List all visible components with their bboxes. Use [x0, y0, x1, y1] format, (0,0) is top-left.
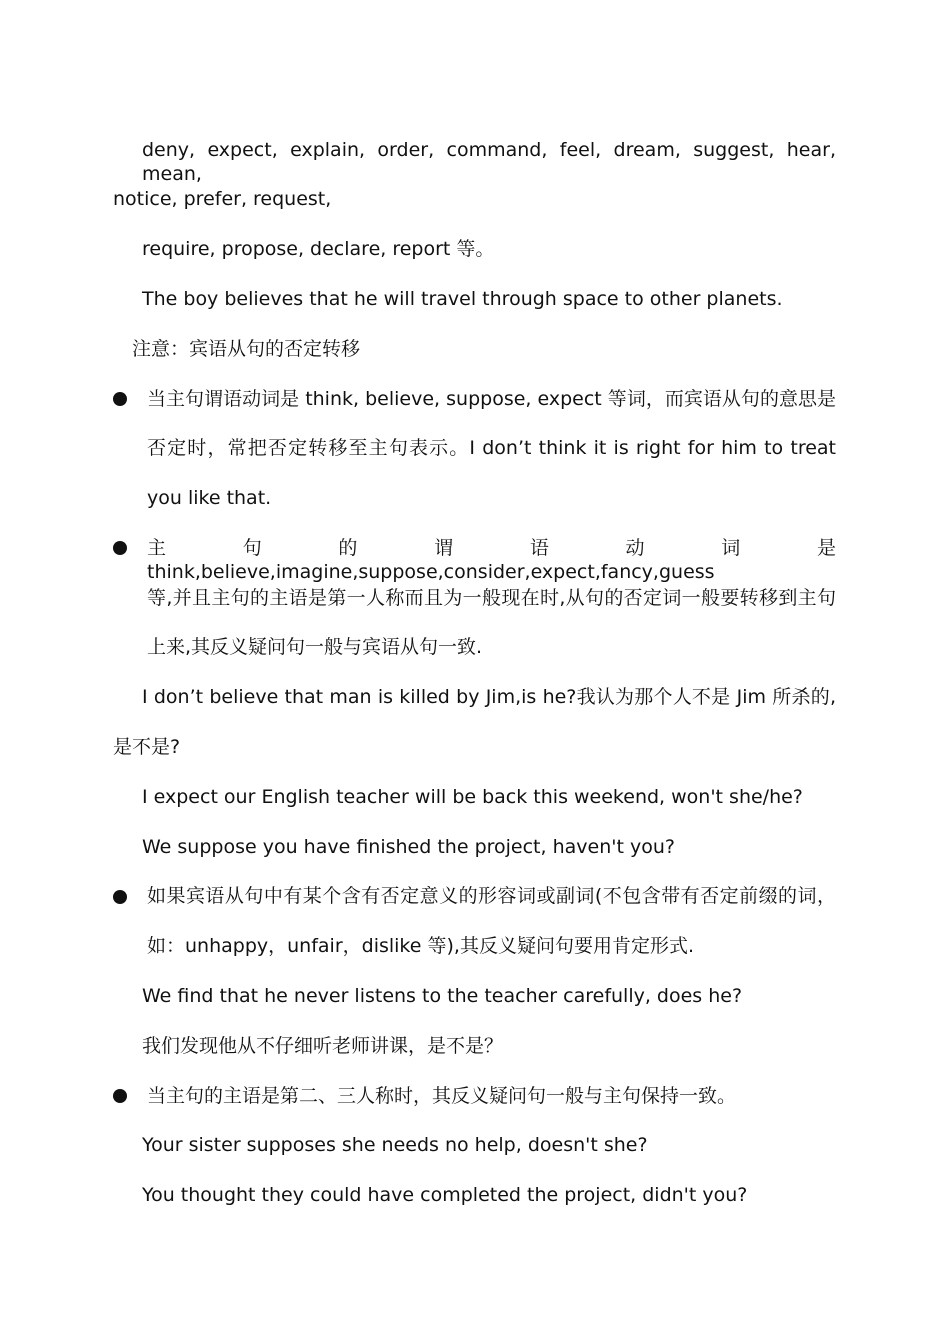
example-line: We find that he never listens to the teacher carefully, does he?: [142, 985, 743, 1007]
example-line: You thought they could have completed the project, didn't you?: [142, 1184, 748, 1206]
example-line: I expect our English teacher will be back this weekend, won't she/he?: [142, 786, 803, 808]
bullet-text-line: 主句的谓语动词是 think,believe,imagine,suppose,consider,expect,fancy,guess: [147, 537, 836, 583]
text-line: deny, expect, explain, order, command, feel, dream, suggest, hear, mean,: [142, 139, 836, 185]
note-heading: 注意：宾语从句的否定转移: [132, 338, 361, 360]
bullet-text-line: 上来,其反义疑问句一般与宾语从句一致.: [147, 636, 483, 658]
bullet-text-line: 当主句的主语是第二、三人称时，其反义疑问句一般与主句保持一致。: [147, 1085, 737, 1107]
text-line: require, propose, declare, report 等。: [142, 238, 495, 260]
bullet-text-line: 否定时，常把否定转移至主句表示。I don’t think it is right for him to treat: [147, 437, 836, 459]
example-line: 是不是?: [113, 736, 181, 758]
text-line: notice, prefer, request,: [113, 188, 332, 210]
bullet-text-line: you like that.: [147, 487, 272, 509]
bullet-text-line: 如果宾语从句中有某个含有否定意义的形容词或副词(不包含带有否定前缀的词，: [147, 885, 836, 907]
example-line: 我们发现他从不仔细听老师讲课，是不是？: [142, 1035, 504, 1057]
bullet-icon: [113, 392, 127, 406]
bullet-text-line: 当主句谓语动词是 think, believe, suppose, expect 等词，而宾语从句的意思是: [147, 388, 836, 410]
example-line: Your sister supposes she needs no help, doesn't she?: [142, 1134, 648, 1156]
example-line: We suppose you have finished the project, haven't you?: [142, 836, 675, 858]
bullet-icon: [113, 541, 127, 555]
text-line: The boy believes that he will travel through space to other planets.: [142, 288, 783, 310]
example-line: I don’t believe that man is killed by Jim,is he?我认为那个人不是 Jim 所杀的,: [142, 686, 836, 708]
bullet-text-line: 如：unhappy，unfair，dislike 等),其反义疑问句要用肯定形式.: [147, 935, 694, 957]
bullet-icon: [113, 890, 127, 904]
bullet-text-line: 等,并且主句的主语是第一人称而且为一般现在时,从句的否定词一般要转移到主句: [147, 587, 836, 609]
bullet-icon: [113, 1089, 127, 1103]
